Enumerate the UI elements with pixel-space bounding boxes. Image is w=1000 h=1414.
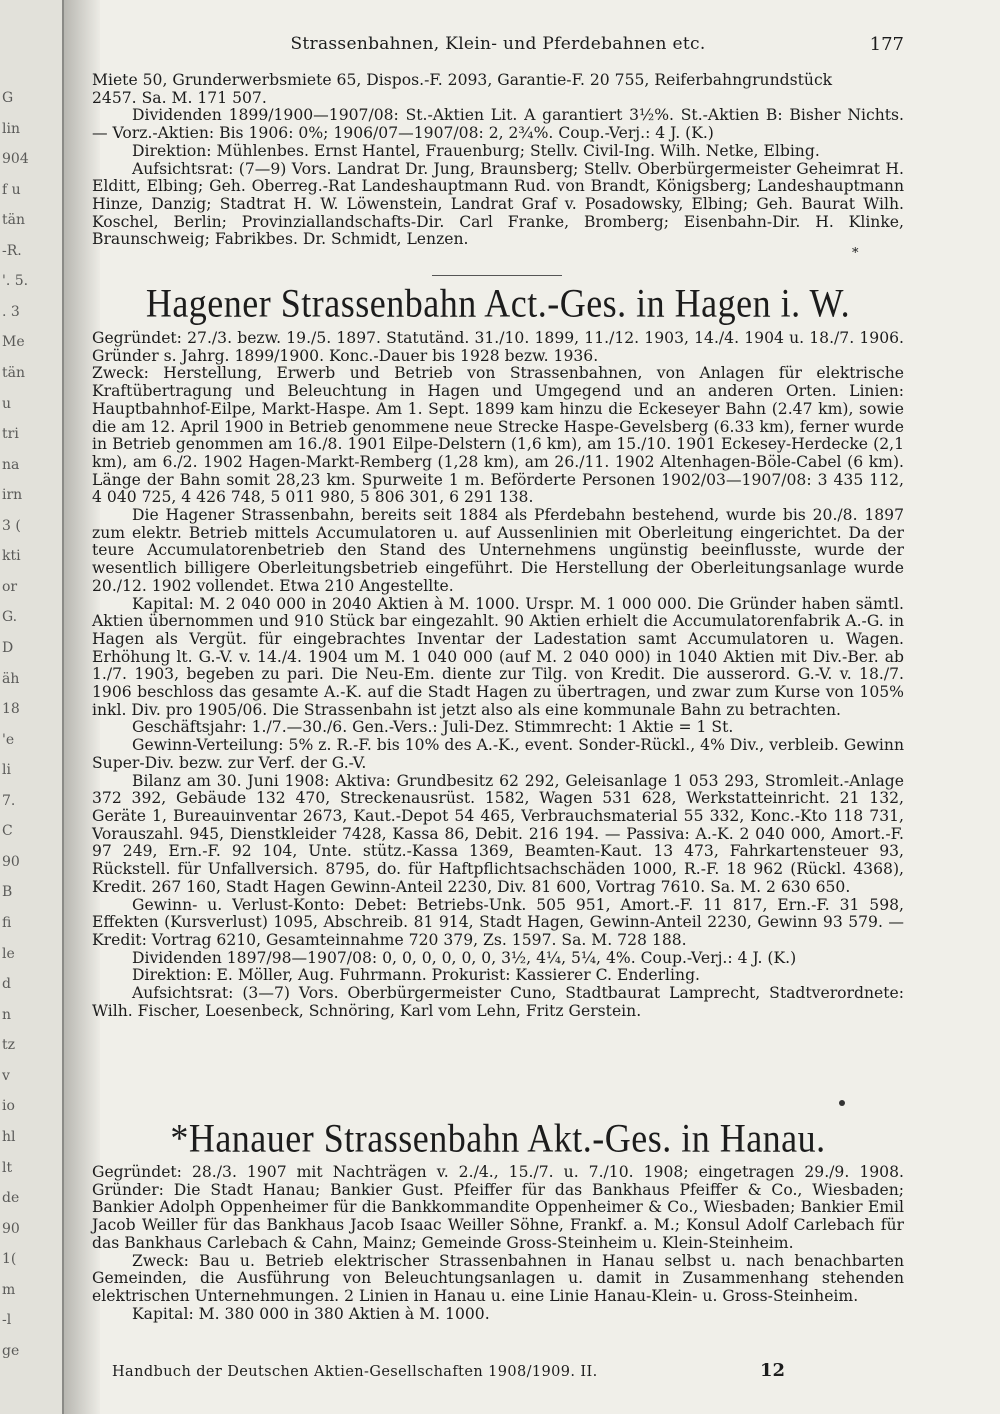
prev-page-fragment: -l [2, 1312, 12, 1329]
prev-page-fragment: d [2, 976, 11, 993]
hagen-dividenden: Dividenden 1897/98—1907/08: 0, 0, 0, 0, 0, 0, 3½, 4¼, 5¼, 4%. Coup.-Verj.: 4 J. (K.) [132, 948, 797, 967]
prev-page-fragment: 'e [2, 731, 15, 748]
prev-page-fragment: io [2, 1098, 15, 1115]
prev-page-fragment: irn [2, 487, 23, 504]
hanau-entry [92, 1164, 904, 1323]
hagen-bilanz: Bilanz am 30. Juni 1908: Aktiva: Grundbesitz 62 292, Geleisanlage 1 053 293, Stromleit.-Anlage 372 392, Gebäude 132 470, Streckenausrüst. 1582, Wagen 531 628, Werkstatteinricht. 21 132, Geräte 1, Bureauinventar 2673, Kaut.-Depot 54 465, Verbrauchsmaterial 55 332, Konc.-Kto 118 731, Vorauszahl. 945, Dienstkleider 7428, Kassa 86, Debit. 216 194. — Passiva: A.-K. 2 040 000, Amort.-F. 97 249, Ern.-F. 92 104, Unte. stütz.-Kassa 1369, Beamten-Kaut. 13 473, Fahrkartensteuer 93, Rückstell. für Unfallversich. 8795, do. für Haftpflichtsachschäden 1000, R.-F. 18 962 (Rückl. 4368), Kredit. 267 160, Stadt Hagen Gewinn-Anteil 2230, Div. 81 600, Vortrag 7610. Sa. M. 2 630 650. [92, 771, 904, 896]
prev-page-fragment: tän [2, 365, 25, 381]
prev-page-fragment: tz [2, 1037, 16, 1054]
prev-page-fragment: G. [2, 609, 18, 626]
hanau-zweck: Zweck: Bau u. Betrieb elektrischer Strassenbahnen in Hanau selbst u. nach benachbarten Gemeinden, die Ausführung von Beleuchtungsanlagen u. damit in Zusammenhang stehenden elektrischen Unternehmungen. 2 Linien in Hanau u. eine Linie Hanau-Klein- u. Gross-Steinheim. [92, 1251, 904, 1305]
prev-page-fragment: na [2, 456, 20, 473]
hagen-aufsichtsrat: Aufsichtsrat: (3—7) Vors. Oberbürgermeister Cuno, Stadtbaurat Lamprecht, Stadtverordnete: Wilh. Fischer, Loesenbeck, Schnöring, Karl vom Lehn, Fritz Gerstein. [92, 984, 904, 1020]
prev-page-fragment: 7. [2, 792, 16, 809]
page-footer: Handbuch der Deutschen Aktien-Gesellschaften 1908/1909. II. [112, 1364, 598, 1380]
hanau-title: *Hanauer Strassenbahn Akt.-Ges. in Hanau. [170, 1115, 826, 1161]
prev-direktion: Direktion: Mühlenbes. Ernst Hantel, Frauenburg; Stellv. Civil-Ing. Wilh. Netke, Elbing. [132, 141, 820, 160]
prev-page-fragment: 1( [2, 1251, 17, 1268]
hagen-kapital: Kapital: M. 2 040 000 in 2040 Aktien à M. 1000. Urspr. M. 1 000 000. Die Gründer haben sämtl. Aktien übernommen und 910 Stück bar eingezahlt. 90 Aktien erhielt die Accumulatorenfabrik A.-G. in Hagen als Vergüt. für eingebrachtes Inventar der Ladestation samt Accumulatoren u. Wagen. Erhöhung lt. G.-V. v. 14./4. 1904 um M. 1 040 000 (auf M. 2 040 000) in 1040 Aktien mit Div.-Ber. ab 1./7. 1903, begeben zu pari. Die Neu-Em. diente zur Tilg. von Kredit. Die ausserord. G.-V. v. 18./7. 1906 beschloss das gesamte A.-K. auf die Stadt Hagen zu übertragen, und zwar zum Kurse von 105% inkl. Div. pro 1905/06. Die Strassenbahn ist jetzt also als eine kommunale Bahn zu betrachten. [92, 594, 904, 719]
running-head: Strassenbahnen, Klein- und Pferdebahnen etc. [290, 34, 706, 54]
prev-page-fragment: '. 5. [2, 273, 29, 290]
book-page [92, 0, 922, 1414]
prev-page-fragment: 90 [2, 853, 20, 870]
prev-page-fragment: 3 ( [2, 517, 21, 534]
signature-mark: 12 [760, 1360, 786, 1381]
prev-page-fragment: 904 [2, 151, 29, 168]
hagen-gegruendet: Gegründet: 27./3. bezw. 19./5. 1897. Statutänd. 31./10. 1899, 11./12. 1903, 14./4. 1904 u. 18./7. 1906. Gründer s. Jahrg. 1899/1900. Konc.-Dauer bis 1928 bezw. 1936. [92, 329, 904, 365]
prev-page-fragment: de [2, 1190, 20, 1207]
prev-page-fragment: tän [2, 212, 25, 229]
prev-page-fragment: lin [2, 120, 20, 137]
hanau-kapital: Kapital: M. 380 000 in 380 Aktien à M. 1000. [132, 1304, 490, 1323]
prev-page-fragment: D [2, 640, 14, 657]
prev-page-fragment: G [2, 90, 14, 106]
prev-page-fragment: C [2, 823, 13, 840]
prev-page-fragment: äh [2, 670, 20, 687]
previous-page-fragments [0, 0, 62, 1414]
prev-page-fragment: u [2, 395, 12, 412]
separator-rule [432, 275, 562, 276]
prev-company-entry [92, 72, 904, 249]
prev-dividenden: Dividenden 1899/1900—1907/08: St.-Aktien Lit. A garantiert 3½%. St.-Aktien B: Bisher Nichts. — Vorz.-Aktien: Bis 1906: 0%; 1906/07—1907/08: 2, 2¾%. Coup.-Verj.: 4 J. (K.) [92, 106, 904, 143]
hagen-zweck: Zweck: Herstellung, Erwerb und Betrieb von Strassenbahnen, von Anlagen für elektrische Kraftübertragung und Beleuchtung in Hagen und Umgegend und an anderen Orten. Linien: Hauptbahnhof-Eilpe, Markt-Haspe. Am 1. Sept. 1899 kam hinzu die Eckeseyer Bahn (2.47 km), sowie die am 12. April 1900 in Betrieb genommene neue Strecke Haspe-Gevelsberg (6.33 km), ferner wurde in Betrieb genommen am 16./8. 1901 Eilpe-Delstern (1,6 km), am 15./10. 1901 Eckesey-Herdecke (2,1 km), am 6./2. 1902 Hagen-Markt-Remberg (1,28 km), am 26./11. 1902 Altenhagen-Böle-Cabel (6 km). Länge der Bahn somit 28,23 km. Spurweite 1 m. Beförderte Personen 1902/03—1907/08: 3 435 112, 4 040 725, 4 426 748, 5 011 980, 5 806 301, 6 291 138. [92, 364, 904, 507]
prev-page-fragment: lt [2, 1159, 13, 1176]
prev-page-fragment: tri [2, 426, 19, 443]
prev-page-fragment: . 3 [2, 303, 20, 320]
prev-page-fragment: B [2, 884, 13, 901]
hanau-gegruendet: Gegründet: 28./3. 1907 mit Nachträgen v. 2./4., 15./7. u. 7./10. 1908; eingetragen 29./9. 1908. Gründer: Die Stadt Hanau; Bankier Gust. Pfeiffer für das Bankhaus Pfeiffer & Co., Wiesbaden; Bankier Adolph Oppenheimer für die Bankkommandite Oppenheimer & Co., Wiesbaden; Bankier Emil Jacob Weiller für das Bankhaus Jacob Isaac Weiller Söhne, Frankf. a. M.; Konsul Adolf Carlebach für das Bankhaus Carlebach & Cahn, Mainz; Gemeinde Gross-Steinheim u. Klein-Steinheim. [92, 1163, 904, 1252]
prev-aufsichtsrat: Aufsichtsrat: (7—9) Vors. Landrat Dr. Jung, Braunsberg; Stellv. Oberbürgermeister Geheimrat H. Elditt, Elbing; Geh. Oberreg.-Rat Landeshauptmann Rud. von Brandt, Königsberg; Landeshauptmann Hinze, Danzig; Stadtrat H. W. Löwenstein, Landrat Graf v. Posadowsky, Elbing; Geh. Baurat Wilh. Koschel, Berlin; Provinziallandschafts-Dir. Carl Franke, Bromberg; Eisenbahn-Dir. H. Klinke, Braunschweig; Fabrikbes. Dr. Schmidt, Lenzen. [92, 159, 904, 249]
hagen-history: Die Hagener Strassenbahn, bereits seit 1884 als Pferdebahn bestehend, wurde bis 20./8. 1897 zum elektr. Betrieb mittels Accumulatoren u. auf Aussenlinien mit Oberleitung eingerichtet. Da der teure Accumulatorenbetrieb den Stand des Unternehmens ungünstig beeinflusste, wurde der wesentlich billigere Oberleitungsbetrieb eingeführt. Die Herstellung der Oberleitungsanlage wurde 20./12. 1902 vollendet. Etwa 210 Angestellte. [92, 506, 904, 595]
prev-miete-line: Miete 50, Grunderwerbsmiete 65, Dispos.-F. 2093, Garantie-F. 20 755, Reiferbahngrundstück [92, 71, 833, 89]
prev-page-fragment: li [2, 762, 11, 779]
prev-page-fragment: m [2, 1281, 16, 1298]
hagen-entry [92, 330, 904, 1020]
prev-page-fragment: fi [2, 915, 12, 932]
prev-star-mark: * [852, 246, 859, 261]
page-header [92, 34, 904, 58]
page-number: 177 [869, 34, 904, 55]
prev-sum-line: 2457. Sa. M. 171 507. [92, 88, 267, 107]
hagen-geschaeftsjahr: Geschäftsjahr: 1./7.—30./6. Gen.-Vers.: Juli-Dez. Stimmrecht: 1 Aktie = 1 St. [132, 718, 734, 737]
prev-page-fragment: ge [2, 1342, 20, 1359]
prev-page-fragment: v [2, 1067, 10, 1084]
hagen-gewinn-verteilung: Gewinn-Verteilung: 5% z. R.-F. bis 10% des A.-K., event. Sonder-Rückl., 4% Div., verbleib. Gewinn Super-Div. bezw. zur Verf. der G.-V. [92, 736, 904, 772]
prev-page-fragment: kti [2, 548, 21, 565]
prev-page-fragment: 18 [2, 701, 20, 718]
prev-page-fragment: le [2, 945, 15, 962]
prev-page-fragment: n [2, 1006, 12, 1023]
prev-page-fragment: hl [2, 1128, 16, 1145]
ink-dot [839, 1100, 845, 1106]
prev-page-fragment: -R. [2, 242, 22, 259]
hagen-title: Hagener Strassenbahn Act.-Ges. in Hagen i. W. [145, 280, 851, 326]
hagen-direktion: Direktion: E. Möller, Aug. Fuhrmann. Prokurist: Kassierer C. Enderling. [132, 966, 701, 985]
hagen-guv: Gewinn- u. Verlust-Konto: Debet: Betriebs-Unk. 505 951, Amort.-F. 11 817, Ern.-F. 31 598, Effekten (Kursverlust) 1095, Abschreib. 81 914, Stadt Hagen, Gewinn-Anteil 2230, Gewinn 93 579. — Kredit: Vortrag 6210, Gesamteinnahme 720 379, Zs. 1597. Sa. M. 728 188. [92, 895, 904, 949]
prev-page-fragment: or [2, 578, 18, 595]
prev-page-fragment: f u [2, 181, 21, 198]
prev-page-fragment: 90 [2, 1220, 20, 1237]
prev-page-fragment: Me [2, 334, 25, 351]
